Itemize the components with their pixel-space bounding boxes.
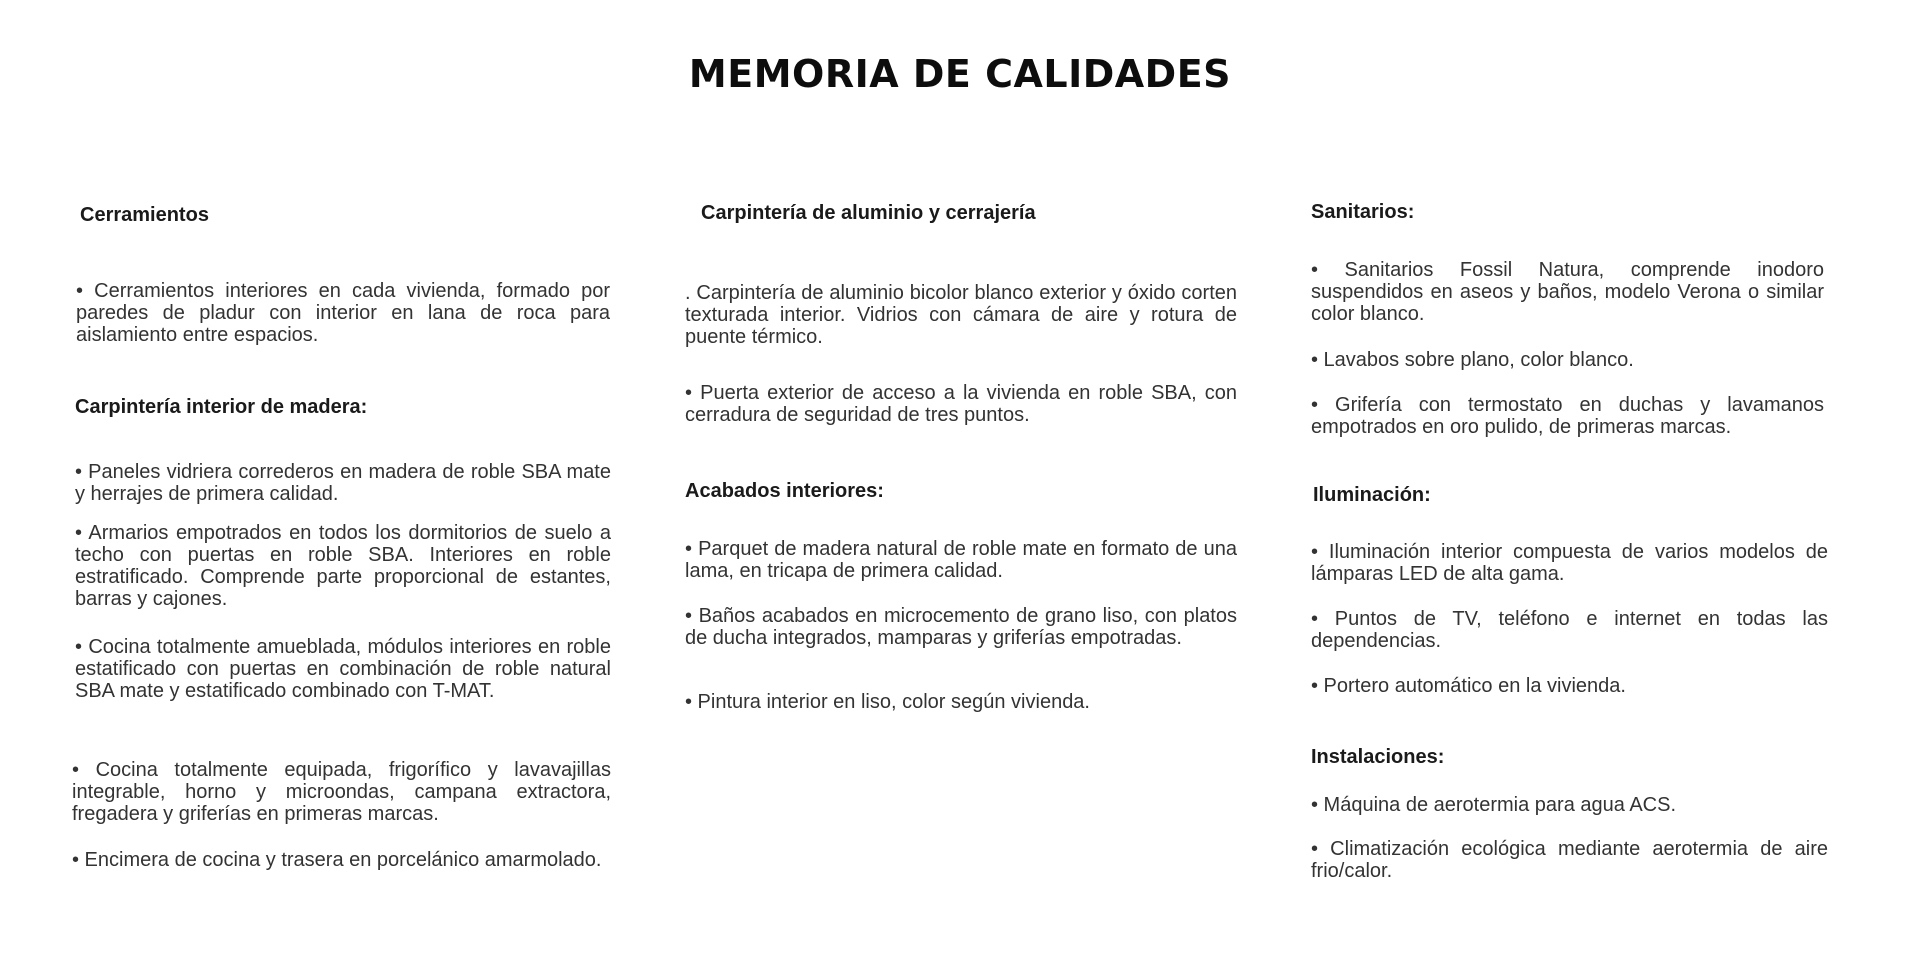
paragraph-iluminacion: • Iluminación interior compuesta de varios modelos de lámparas LED de alta gama.	[1311, 541, 1828, 585]
paragraph-puerta: • Puerta exterior de acceso a la vivienda en roble SBA, con cerradura de seguridad de tres puntos.	[685, 382, 1237, 426]
paragraph-sanitarios: • Sanitarios Fossil Natura, comprende inodoro suspendidos en aseos y baños, modelo Verona o similar color blanco.	[1311, 259, 1824, 325]
paragraph-aerotermia-acs: • Máquina de aerotermia para agua ACS.	[1311, 794, 1676, 816]
heading-cerramientos: Cerramientos	[80, 204, 209, 226]
heading-iluminacion: Iluminación:	[1313, 484, 1431, 506]
paragraph-cocina-amueblada: • Cocina totalmente amueblada, módulos interiores en roble estatificado con puertas en combinación de roble natural SBA mate y estatificado combinado con T-MAT.	[75, 636, 611, 702]
paragraph-cerramientos: • Cerramientos interiores en cada vivienda, formado por paredes de pladur con interior en lana de roca para aislamiento entre espacios.	[76, 280, 610, 346]
heading-instalaciones: Instalaciones:	[1311, 746, 1445, 768]
heading-sanitarios: Sanitarios:	[1311, 201, 1415, 223]
paragraph-armarios: • Armarios empotrados en todos los dormitorios de suelo a techo con puertas en roble SBA. Interiores en roble estratificado. Comprende parte proporcional de estantes, barras y cajones.	[75, 522, 611, 610]
paragraph-encimera: • Encimera de cocina y trasera en porcelánico amarmolado.	[72, 849, 602, 871]
paragraph-parquet: • Parquet de madera natural de roble mate en formato de una lama, en tricapa de primera calidad.	[685, 538, 1237, 582]
paragraph-griferia: • Grifería con termostato en duchas y lavamanos empotrados en oro pulido, de primeras marcas.	[1311, 394, 1824, 438]
paragraph-banos: • Baños acabados en microcemento de grano liso, con platos de ducha integrados, mamparas y griferías empotradas.	[685, 605, 1237, 649]
paragraph-cocina-equipada: • Cocina totalmente equipada, frigorífico y lavavajillas integrable, horno y microondas, campana extractora, fregadera y griferías en primeras marcas.	[72, 759, 611, 825]
page-title: MEMORIA DE CALIDADES	[688, 52, 1232, 96]
heading-carpinteria-madera: Carpintería interior de madera:	[75, 396, 368, 418]
paragraph-aluminio: . Carpintería de aluminio bicolor blanco exterior y óxido corten texturada interior. Vidrios con cámara de aire y rotura de puente térmico.	[685, 282, 1237, 348]
heading-carpinteria-aluminio: Carpintería de aluminio y cerrajería	[701, 202, 1036, 224]
paragraph-lavabos: • Lavabos sobre plano, color blanco.	[1311, 349, 1634, 371]
heading-acabados-interiores: Acabados interiores:	[685, 480, 884, 502]
paragraph-portero: • Portero automático en la vivienda.	[1311, 675, 1626, 697]
paragraph-climatizacion: • Climatización ecológica mediante aerotermia de aire frio/calor.	[1311, 838, 1828, 882]
paragraph-pintura: • Pintura interior en liso, color según vivienda.	[685, 691, 1090, 713]
paragraph-paneles: • Paneles vidriera correderos en madera de roble SBA mate y herrajes de primera calidad.	[75, 461, 611, 505]
paragraph-puntos-tv: • Puntos de TV, teléfono e internet en todas las dependencias.	[1311, 608, 1828, 652]
